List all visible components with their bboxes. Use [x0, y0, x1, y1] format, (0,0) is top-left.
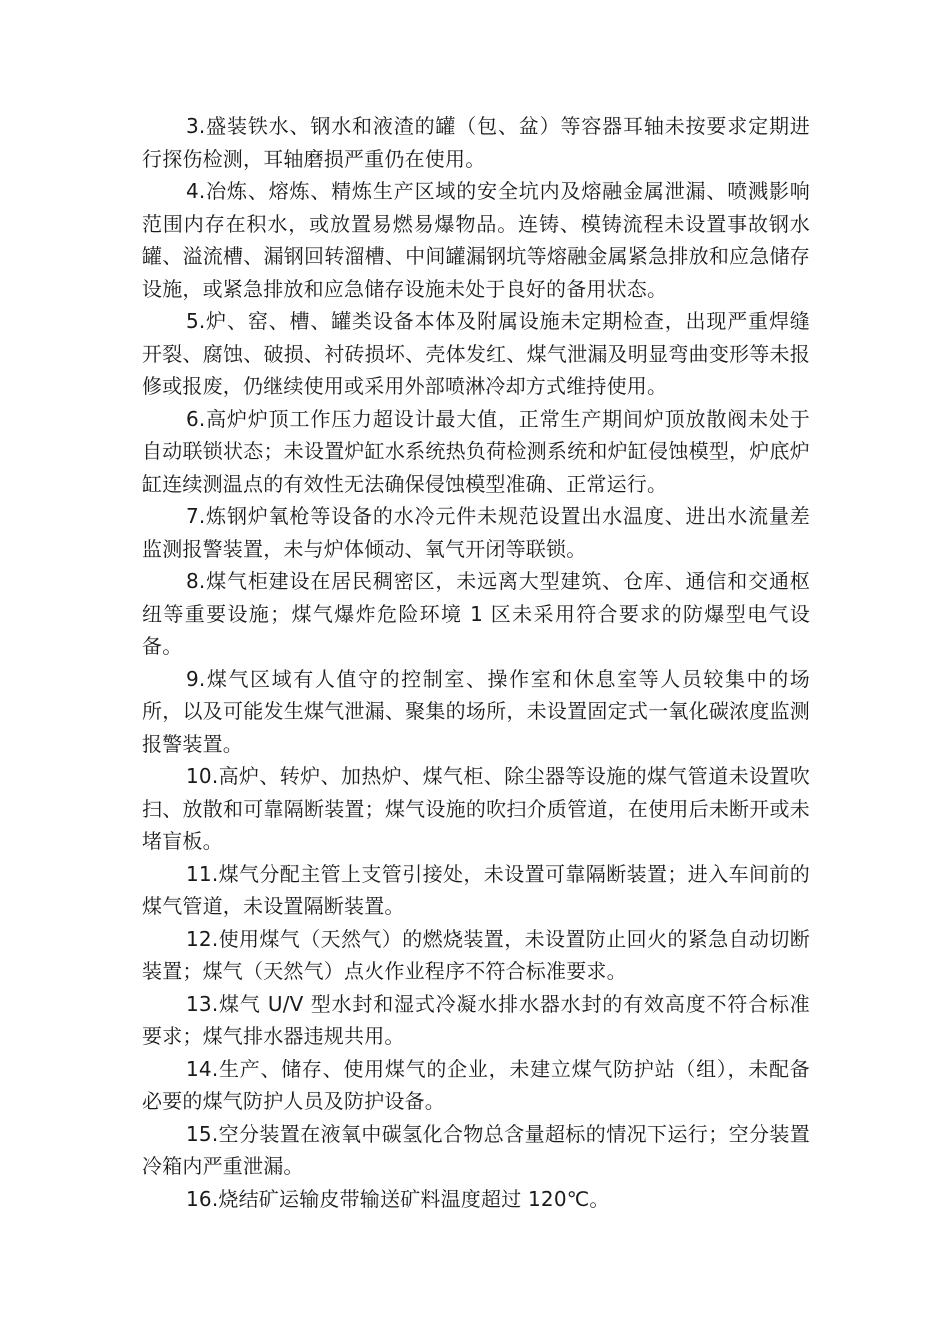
list-item-10: 10.高炉、转炉、加热炉、煤气柜、除尘器等设施的煤气管道未设置吹扫、放散和可靠隔断装置；煤气设施的吹扫介质管道，在使用后未断开或未堵盲板。	[142, 764, 810, 853]
list-item-4: 4.冶炼、熔炼、精炼生产区域的安全坑内及熔融金属泄漏、喷溅影响范围内存在积水，或放置易燃易爆物品。连铸、模铸流程未设置事故钢水罐、溢流槽、漏钢回转溜槽、中间罐漏钢坑等熔融金属紧急排放和应急储存设施，或紧急排放和应急储存设施未处于良好的备用状态。	[142, 179, 810, 301]
list-item-15: 15.空分装置在液氧中碳氢化合物总含量超标的情况下运行；空分装置冷箱内严重泄漏。	[142, 1121, 810, 1178]
list-item-8: 8.煤气柜建设在居民稠密区，未远离大型建筑、仓库、通信和交通枢纽等重要设施；煤气爆炸危险环境 1 区未采用符合要求的防爆型电气设备。	[142, 569, 810, 658]
list-item-13: 13.煤气 U/V 型水封和湿式冷凝水排水器水封的有效高度不符合标准要求；煤气排水器违规共用。	[142, 991, 810, 1048]
list-item-16: 16.烧结矿运输皮带输送矿料温度超过 120℃。	[186, 1186, 610, 1211]
document-body	[142, 110, 810, 1215]
list-item-5: 5.炉、窑、槽、罐类设备本体及附属设施未定期检查，出现严重焊缝开裂、腐蚀、破损、衬砖损坏、壳体发红、煤气泄漏及明显弯曲变形等未报修或报废，仍继续使用或采用外部喷淋冷却方式维持使用。	[142, 309, 810, 398]
list-item-3: 3.盛装铁水、钢水和液渣的罐（包、盆）等容器耳轴未按要求定期进行探伤检测，耳轴磨损严重仍在使用。	[142, 114, 810, 171]
list-item-12: 12.使用煤气（天然气）的燃烧装置，未设置防止回火的紧急自动切断装置；煤气（天然气）点火作业程序不符合标准要求。	[142, 926, 810, 983]
list-item-7: 7.炼钢炉氧枪等设备的水冷元件未规范设置出水温度、进出水流量差监测报警装置，未与炉体倾动、氧气开闭等联锁。	[142, 504, 810, 561]
list-item-6: 6.高炉炉顶工作压力超设计最大值，正常生产期间炉顶放散阀未处于自动联锁状态；未设置炉缸水系统热负荷检测系统和炉缸侵蚀模型，炉底炉缸连续测温点的有效性无法确保侵蚀模型准确、正常运行。	[142, 406, 810, 496]
list-item-9: 9.煤气区域有人值守的控制室、操作室和休息室等人员较集中的场所，以及可能发生煤气泄漏、聚集的场所，未设置固定式一氧化碳浓度监测报警装置。	[142, 666, 810, 756]
list-item-14: 14.生产、储存、使用煤气的企业，未建立煤气防护站（组），未配备必要的煤气防护人员及防护设备。	[142, 1056, 810, 1113]
list-item-11: 11.煤气分配主管上支管引接处，未设置可靠隔断装置；进入车间前的煤气管道，未设置隔断装置。	[142, 861, 810, 918]
